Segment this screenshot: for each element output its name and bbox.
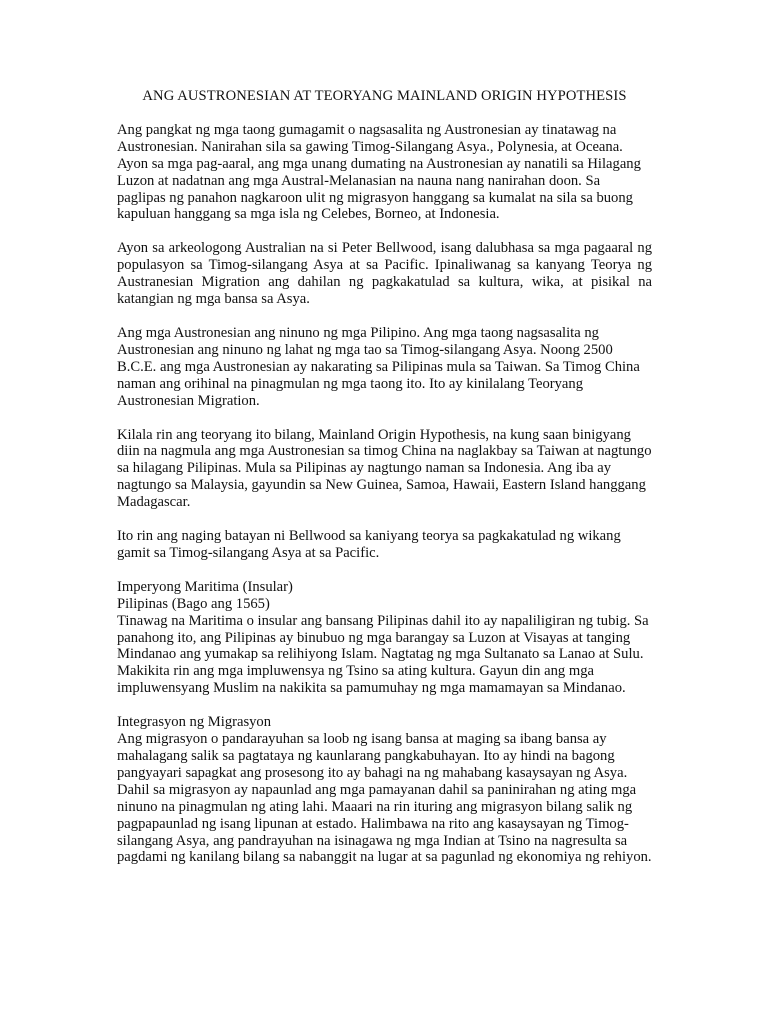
section-heading: Integrasyon ng Migrasyon xyxy=(117,714,272,731)
paragraph-bellwood: Ayon sa arkeologong Australian na si Peter Bellwood, isang dalubhasa sa mga pagaaral ng populasyon sa Timog-silangang Asya at sa Pacific. Ipinaliwanag sa kanyang Teorya ng Austranesian Migration ang dahilan ng pagkakatulad sa kultura, wika, at pisikal na katangian ng mga bansa sa Asya. xyxy=(117,240,652,308)
section-heading: Imperyong Maritima (Insular) xyxy=(117,578,293,595)
paragraph-austronesian-intro: Ang pangkat ng mga taong gumagamit o nagsasalita ng Austronesian ay tinatawag na Austronesian. Nanirahan sila sa gawing Timog-Silangang Asya., Polynesia, at Oceana. Ayon sa mga pag-aaral, ang mga unang dumating na Austronesian ay nanatili sa Hilagang Luzon at nadatnan ang mga Austral-Melanasian na nauna nang nanirahan doon. Sa paglipas ng panahon nagkaroon ulit ng migrasyon hanggang sa kumalat na sila sa buong kapuluan hanggang sa mga isla ng Celebes, Borneo, at Indonesia. xyxy=(117,121,641,223)
document-title: ANG AUSTRONESIAN AT TEORYANG MAINLAND ORIGIN HYPOTHESIS xyxy=(142,88,627,104)
paragraph-batayan: Ito rin ang naging batayan ni Bellwood sa kaniyang teorya sa pagkakatulad ng wikang gamit sa Timog-silangang Asya at sa Pacific. xyxy=(117,528,621,561)
section-subheading: Pilipinas (Bago ang 1565) xyxy=(117,595,270,612)
section-imperyong-maritima xyxy=(117,579,652,697)
paragraph-mainland-origin: Kilala rin ang teoryang ito bilang, Mainland Origin Hypothesis, na kung saan binigyang diin na nagmula ang mga Austronesian sa timog China na naglakbay sa Taiwan at nagtungo sa hilagang Pilipinas. Mula sa Pilipinas ay nagtungo naman sa Indonesia. Ang iba ay nagtungo sa Malaysia, gayundin sa New Guinea, Samoa, Hawaii, Eastern Island hanggang Madagascar. xyxy=(117,426,652,511)
document-body xyxy=(117,88,652,883)
section-body: Ang migrasyon o pandarayuhan sa loob ng isang bansa at maging sa ibang bansa ay mahalagang salik sa pagtataya ng kaunlarang pangkabuhayan. Ito ay hindi na bagong pangyayari sapagkat ang prosesong ito ay bahagi na ng mahabang kasaysayan ng Asya. Dahil sa migrasyon ay napaunlad ang mga pamayanan dahil sa paninirahan ng ating mga ninuno na pinagmulan ng ating lahi. Maaari na rin ituring ang migrasyon bilang salik ng pagpapaunlad ng isang lipunan at estado. Halimbawa na rito ang kasaysayan ng Timog-silangang Asya, ang pandrayuhan na isinagawa ng mga Indian at Tsino na nagresulta sa pagdami ng kanilang bilang sa nabanggit na lugar at sa pagunlad ng ekonomiya ng rehiyon. xyxy=(117,731,652,866)
section-body: Tinawag na Maritima o insular ang bansang Pilipinas dahil ito ay napaliligiran ng tubig. Sa panahong ito, ang Pilipinas ay binubuo ng mga barangay sa Luzon at Visayas at tanging Mindanao ang yumakap sa relihiyong Islam. Nagtatag ng mga Sultanato sa Lanao at Sulu. Makikita rin ang mga impluwensya ng Tsino sa ating kultura. Gayun din ang mga impluwensyang Muslim na nakikita sa pamumuhay ng mga mamamayan sa Mindanao. xyxy=(117,612,649,697)
paragraph-ninuno: Ang mga Austronesian ang ninuno ng mga Pilipino. Ang mga taong nagsasalita ng Austronesian ang ninuno ng lahat ng mga tao sa Timog-silangang Asya. Noong 2500 B.C.E. ang mga Austronesian ay nakarating sa Pilipinas mula sa Taiwan. Sa Timog China naman ang orihinal na pinagmulan ng mga taong ito. Ito ay kinilalang Teoryang Austronesian Migration. xyxy=(117,324,640,409)
section-integrasyon xyxy=(117,714,652,866)
